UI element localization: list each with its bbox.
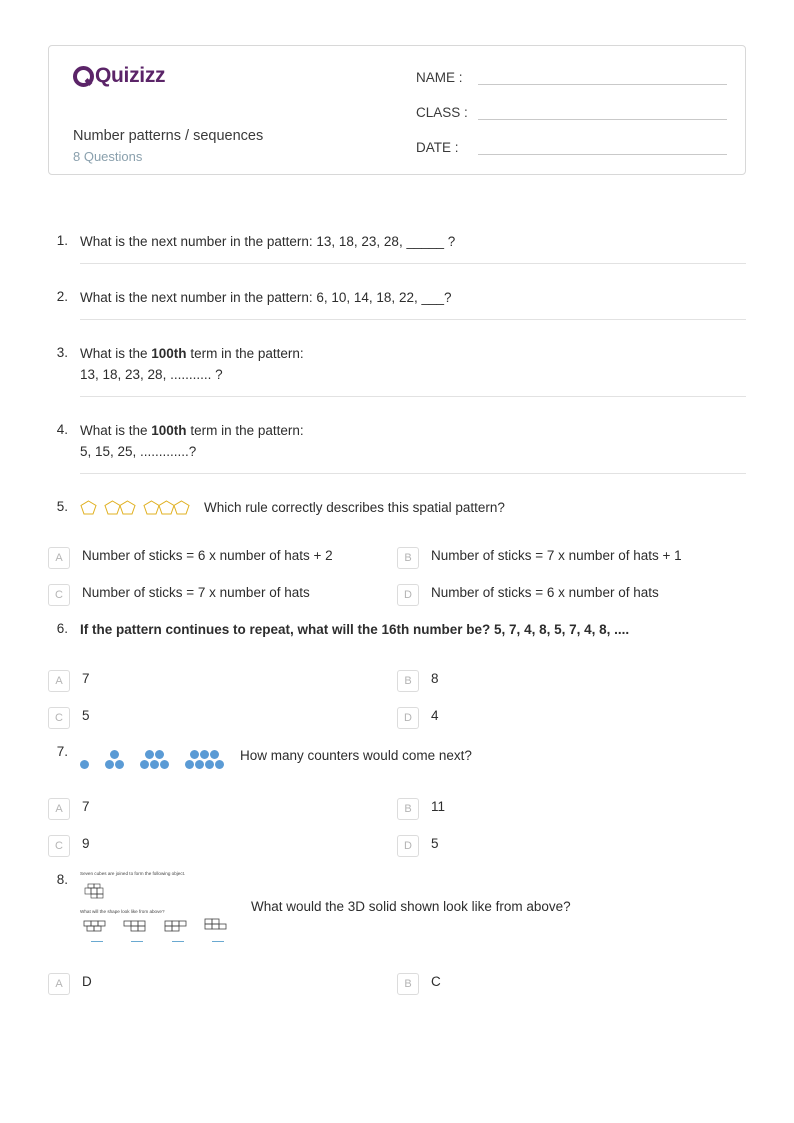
- question-text: How many counters would come next?: [240, 747, 472, 763]
- option-key: D: [397, 707, 419, 729]
- option-key: C: [48, 835, 70, 857]
- question-body: [80, 871, 746, 954]
- cube-choice-underline: [91, 938, 103, 942]
- option-key: B: [397, 798, 419, 820]
- question-item: [48, 344, 746, 401]
- option-key: B: [397, 670, 419, 692]
- option-b[interactable]: [397, 669, 746, 692]
- question-item: [48, 620, 746, 655]
- question-line-1-post: term in the pattern:: [186, 345, 304, 361]
- logo-text: Quizizz: [95, 64, 166, 87]
- header-fields: [404, 46, 745, 174]
- cube-figure-question: What will the shape look like from above?: [80, 909, 165, 915]
- option-b[interactable]: [397, 546, 746, 569]
- counter-dot: [160, 760, 169, 769]
- question-number: 8.: [56, 872, 68, 888]
- options-group: [48, 546, 746, 620]
- option-key: A: [48, 670, 70, 692]
- option-a[interactable]: [48, 972, 397, 995]
- question-number: 5.: [56, 498, 68, 514]
- option-text: 8: [431, 671, 439, 687]
- question-text: Which rule correctly describes this spatial pattern?: [204, 499, 505, 515]
- counter-dot: [155, 750, 164, 759]
- options-group: [48, 797, 746, 871]
- question-item: [48, 743, 746, 783]
- question-item: [48, 498, 746, 533]
- name-field-row: [416, 68, 727, 85]
- question-item: [48, 232, 746, 268]
- question-body: [80, 743, 746, 779]
- cube-solid-icon: [82, 881, 112, 901]
- counter-dot: [105, 760, 114, 769]
- question-number: 4.: [56, 421, 68, 437]
- option-key: B: [397, 547, 419, 569]
- date-field-row: [416, 138, 727, 155]
- option-c[interactable]: [48, 583, 397, 606]
- quizizz-logo: [73, 64, 404, 88]
- option-text: Number of sticks = 6 x number of hats + 2: [82, 548, 333, 564]
- hat-group-3: [143, 500, 188, 516]
- counter-dot: [185, 760, 194, 769]
- option-key: D: [397, 584, 419, 606]
- cubes-figure: [80, 871, 235, 944]
- option-c[interactable]: [48, 706, 397, 729]
- question-count: 8 Questions: [73, 149, 143, 164]
- counter-dot: [150, 760, 159, 769]
- question-line-1-pre: What is the: [80, 345, 152, 361]
- question-text: What is the next number in the pattern: 6, 10, 14, 18, 22, ___?: [80, 288, 746, 320]
- option-text: Number of sticks = 7 x number of hats: [82, 585, 310, 601]
- cube-choice-d: [202, 918, 236, 944]
- counter-dot: [205, 760, 214, 769]
- question-number: 1.: [56, 233, 68, 248]
- counter-dot: [110, 750, 119, 759]
- counter-dot: [195, 760, 204, 769]
- option-key: A: [48, 547, 70, 569]
- option-key: A: [48, 973, 70, 995]
- option-b[interactable]: [397, 797, 746, 820]
- option-a[interactable]: [48, 797, 397, 820]
- counter-group-4: [185, 750, 224, 769]
- option-key: D: [397, 835, 419, 857]
- counter-dot: [190, 750, 199, 759]
- option-text: 5: [82, 708, 90, 724]
- name-label: NAME :: [416, 70, 463, 85]
- counter-dot: [145, 750, 154, 759]
- cube-choice-underline: [212, 938, 224, 942]
- question-line-1-pre: What is the: [80, 422, 152, 438]
- option-a[interactable]: [48, 546, 397, 569]
- option-text: 7: [82, 671, 90, 687]
- cube-choice-a: [80, 918, 114, 944]
- question-body: [80, 498, 746, 529]
- option-text: D: [82, 974, 92, 990]
- counter-group-1: [80, 760, 89, 769]
- worksheet-header: [48, 45, 746, 175]
- question-text: [80, 344, 746, 397]
- option-key: B: [397, 973, 419, 995]
- question-number: 7.: [56, 744, 68, 760]
- hat-icon: [80, 500, 97, 516]
- cube-choice-underline: [172, 938, 184, 942]
- option-text: 7: [82, 799, 90, 815]
- cube-choice-underline: [131, 938, 143, 942]
- question-line-2: 13, 18, 23, 28, ........... ?: [80, 366, 223, 382]
- question-item: [48, 871, 746, 958]
- question-text: What would the 3D solid shown look like from above?: [251, 899, 571, 915]
- date-input-line[interactable]: [478, 138, 727, 155]
- cube-choice-c: [161, 918, 195, 944]
- counter-dot: [140, 760, 149, 769]
- questions-list: [48, 232, 746, 1009]
- option-key: C: [48, 707, 70, 729]
- question-line-2: 5, 15, 25, .............?: [80, 443, 197, 459]
- counters-pattern-figure: [80, 743, 224, 769]
- cube-choice-row: [80, 918, 235, 944]
- option-text: 5: [431, 836, 439, 852]
- option-key: C: [48, 584, 70, 606]
- name-input-line[interactable]: [478, 68, 727, 85]
- question-text: [80, 421, 746, 474]
- question-text: If the pattern continues to repeat, what will the 16th number be? 5, 7, 4, 8, 5, 7, 4, 8, ....: [80, 622, 630, 638]
- logo-circle-icon: [73, 66, 94, 87]
- options-group: [48, 972, 746, 1009]
- hat-group-2: [104, 500, 134, 516]
- class-input-line[interactable]: [478, 103, 727, 120]
- option-b[interactable]: [397, 972, 746, 995]
- option-a[interactable]: [48, 669, 397, 692]
- option-text: Number of sticks = 7 x number of hats + 1: [431, 548, 682, 564]
- counter-dot: [115, 760, 124, 769]
- question-number: 6.: [56, 621, 68, 637]
- counter-dot: [200, 750, 209, 759]
- option-text: 4: [431, 708, 439, 724]
- counter-group-2: [105, 750, 124, 769]
- option-key: A: [48, 798, 70, 820]
- hat-icon: [173, 500, 190, 516]
- option-text: Number of sticks = 6 x number of hats: [431, 585, 659, 601]
- hats-pattern-figure: [80, 500, 188, 516]
- cube-figure-caption: Seven cubes are joined to form the following object.: [80, 871, 186, 877]
- options-group: [48, 669, 746, 743]
- option-c[interactable]: [48, 834, 397, 857]
- counter-dot: [80, 760, 89, 769]
- question-line-1-bold: 100th: [151, 422, 187, 438]
- option-d[interactable]: [397, 706, 746, 729]
- header-left: [49, 46, 404, 174]
- question-number: 3.: [56, 344, 68, 360]
- option-d[interactable]: [397, 834, 746, 857]
- page-title: Number patterns / sequences: [73, 128, 264, 144]
- option-text: 11: [431, 799, 446, 815]
- question-text: What is the next number in the pattern: 13, 18, 23, 28, _____ ?: [80, 232, 746, 264]
- counter-dot: [215, 760, 224, 769]
- class-field-row: [416, 103, 727, 120]
- option-text: C: [431, 974, 441, 990]
- option-text: 9: [82, 836, 90, 852]
- class-label: CLASS :: [416, 105, 468, 120]
- counter-group-3: [140, 750, 169, 769]
- question-number: 2.: [56, 288, 68, 304]
- counter-dot: [210, 750, 219, 759]
- cube-choice-b: [121, 918, 155, 944]
- date-label: DATE :: [416, 140, 459, 155]
- question-item: [48, 288, 746, 324]
- hat-icon: [119, 500, 136, 516]
- question-line-1-post: term in the pattern:: [186, 422, 304, 438]
- question-line-1-bold: 100th: [151, 345, 187, 361]
- hat-group-1: [80, 500, 95, 516]
- option-d[interactable]: [397, 583, 746, 606]
- question-item: [48, 421, 746, 478]
